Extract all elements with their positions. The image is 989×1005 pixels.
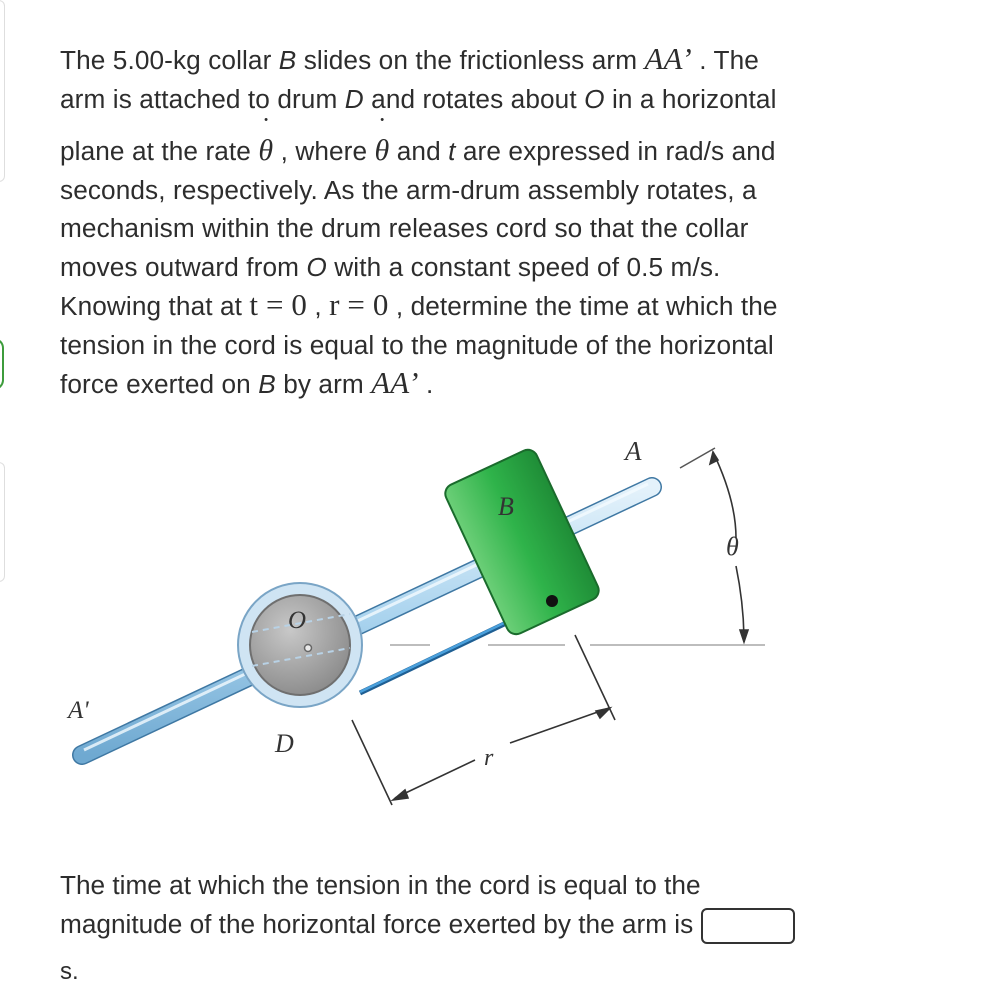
math-t-zero: t = 0 [249,287,308,322]
collar [442,447,602,638]
problem-line-7: Knowing that at t = 0 , r = 0 , determine the time at which the [60,287,778,322]
math-r-zero: r = 0 [329,287,389,322]
answer-unit: s. [60,958,79,985]
label-D: D [275,729,294,758]
label-O: O [288,607,307,634]
label-r: r [484,745,494,771]
problem-statement [60,40,965,404]
problem-line-5: mechanism within the drum releases cord so that the collar [60,213,749,243]
answer-line-2: magnitude of the horizontal force exerted by the arm is [60,905,960,944]
math-theta-dot: ˙ θ [258,132,273,171]
left-panel-edge-lower [0,462,5,582]
answer-input[interactable] [701,908,795,944]
math-arm: AA’ [644,41,692,76]
label-theta: θ [726,532,739,561]
problem-line-8: tension in the cord is equal to the magnitude of the horizontal [60,329,774,360]
pivot-point [305,645,312,652]
problem-line-1: The 5.00-kg collar B slides on the frictionless arm AA’ . The [60,41,759,76]
label-A: A [625,436,642,466]
label-B: B [498,492,514,521]
label-A-prime: A' [68,697,89,724]
left-selected-indicator [0,338,4,390]
math-arm-2: AA’ [371,365,419,400]
r-dimension [352,635,615,805]
collar-arm-figure [60,420,780,840]
problem-line-6: moves outward from O with a constant speed of 0.5 m/s. [60,251,721,282]
answer-prompt [60,866,960,944]
problem-line-2: arm is attached to drum D and rotates about O in a horizontal [60,83,777,114]
problem-line-3: plane at the rate ˙ θ , where ˙ θ and t are expressed in rad/s and [60,132,965,171]
drum [238,583,362,707]
math-theta-dot-2: ˙ θ [375,132,390,171]
problem-line-9: force exerted on B by arm AA’ . [60,365,434,400]
left-panel-edge [0,0,5,182]
problem-line-4: seconds, respectively. As the arm-drum assembly rotates, a [60,174,757,205]
cord-attachment-point [546,595,558,607]
answer-line-1: The time at which the tension in the cord is equal to the [60,870,701,900]
